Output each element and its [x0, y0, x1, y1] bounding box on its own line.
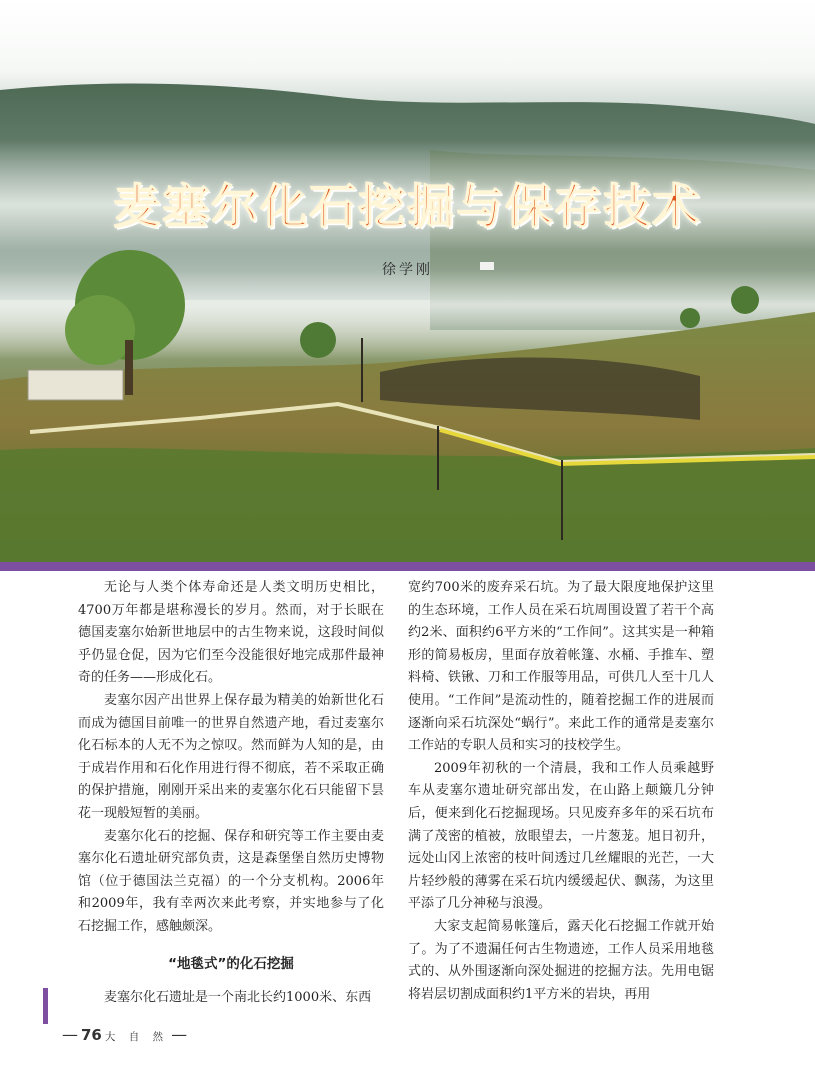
- grass-foreground: [0, 448, 815, 562]
- tree-small: [300, 322, 336, 358]
- tree-canopy: [65, 295, 135, 365]
- footer-dash: —: [62, 1025, 78, 1044]
- article-author: 徐学刚: [382, 262, 433, 278]
- paragraph: 无论与人类个体寿命还是人类文明历史相比，4700万年都是堪称漫长的岁月。然而，对于长眠在德国麦塞尔始新世地层中的古生物来说，这段时间似乎仍显仓促，因为它们至今没能很好地完成那件最神奇的任务——形成化石。: [78, 580, 384, 686]
- magazine-name: 大 自 然: [104, 1031, 169, 1043]
- accent-band: [0, 562, 815, 571]
- margin-mark: [43, 988, 48, 1024]
- footer-dash: —: [171, 1025, 188, 1044]
- paragraph-continued: 宽约700米的废弃采石坑。为了最大限度地保护这里的生态环境，工作人员在采石坑周围设置了若干个高约2米、面积约6平方米的“工作间”。这其实是一种箱形的简易板房，里面存放着帐篷、水桶、手推车、塑料椅、铁锹、刀和工作服等用品，可供几人至十几人使用。“工作间”是流动性的，随着挖掘工作的进展而逐渐向采石坑深处“蜗行”。来此工作的通常是麦塞尔工作站的专职人员和实习的技校学生。: [408, 580, 714, 754]
- right-column: [408, 577, 714, 1006]
- left-column: [78, 577, 384, 1010]
- tree-small: [731, 286, 759, 314]
- paragraph: 2009年初秋的一个清晨，我和工作人员乘越野车从麦塞尔遗址研究部出发，在山路上颠簸几分钟后，便来到化石挖掘现场。只见废弃多年的采石坑布满了茂密的植被，放眼望去，一片葱茏。旭日初升，远处山冈上浓密的枝叶间透过几丝耀眼的光芒，一大片轻纱般的薄雾在采石坑内缓缓起伏、飘荡，为这里平添了几分神秘与浪漫。: [408, 760, 714, 912]
- work-hut: [28, 370, 123, 400]
- paragraph: 麦塞尔化石遗址是一个南北长约1000米、东西: [104, 990, 372, 1006]
- paragraph: 麦塞尔化石的挖掘、保存和研究等工作主要由麦塞尔化石遗址研究部负责，这是森堡堡自然历史博物馆（位于德国法兰克福）的一个分支机构。2006年和2009年，我有幸两次来此考察，并实地参与了化石挖掘工作，感触颇深。: [78, 828, 384, 934]
- section-subheading: “地毯式”的化石挖掘: [168, 955, 294, 972]
- tree-trunk: [125, 340, 133, 395]
- paragraph: 麦塞尔因产出世界上保存最为精美的始新世化石而成为德国目前唯一的世界自然遗产地，看过麦塞尔化石标本的人无不为之惊叹。然而鲜为人知的是，由于成岩作用和石化作用进行得不彻底，若不采取正确的保护措施，刚刚开采出来的麦塞尔化石只能留下昙花一现般短暂的美丽。: [78, 692, 384, 821]
- article-title: 麦塞尔化石挖掘与保存技术: [113, 180, 702, 235]
- paragraph: 大家支起简易帐篷后，露天化石挖掘工作就开始了。为了不遗漏任何古生物遗迹，工作人员采用地毯式的、从外围逐渐向深处掘进的挖掘方法。先用电锯将岩层切割成面积约1平方米的岩块，再用: [408, 918, 714, 1002]
- page-footer: [62, 1025, 187, 1044]
- tree-small: [680, 308, 700, 328]
- page-number: 76: [81, 1026, 102, 1044]
